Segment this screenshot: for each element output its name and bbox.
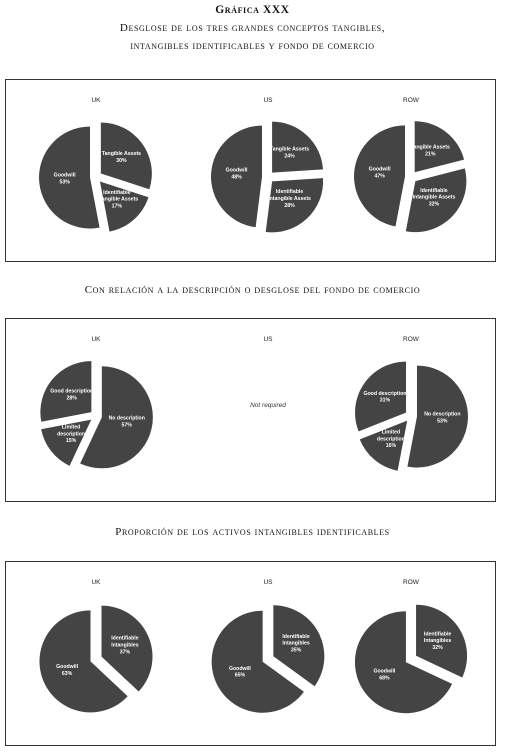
slice-label-row-no-description: No description 53% xyxy=(424,411,461,425)
region-label-uk: UK xyxy=(91,579,101,586)
chart-panel-2 xyxy=(5,318,496,502)
slice-label-uk-identifiable-intangible-assets: Identifiable Intangible Assets 17% xyxy=(95,189,139,210)
slice-label-us-goodwill: Goodwill 48% xyxy=(225,167,248,181)
pie-slice-row-limited-description xyxy=(360,421,407,471)
region-label-us: US xyxy=(263,579,273,586)
slice-label-row-limited-description: Limited description 16% xyxy=(376,429,405,450)
slice-label-us-tangible-assets: Tangible Assets 24% xyxy=(269,146,310,160)
slice-label-uk-no-description: No description 57% xyxy=(108,415,145,429)
chart-panel-1 xyxy=(5,79,496,262)
page-title: Gráfica XXX xyxy=(215,4,290,16)
region-label-row: ROW xyxy=(403,579,419,586)
region-label-row: ROW xyxy=(403,336,419,343)
pie-chart-group-3 xyxy=(6,562,497,747)
slice-label-us-goodwill: Goodwill 65% xyxy=(228,665,251,679)
slice-label-row-goodwill: Goodwill 68% xyxy=(373,668,396,682)
slice-label-row-tangible-assets: Tangible Assets 21% xyxy=(410,144,450,158)
slice-label-us-identifiable-intangibles: Identifiable Intangibles 35% xyxy=(282,633,310,654)
slice-label-uk-tangible-assets: Tangible Assets 30% xyxy=(101,151,142,164)
region-label-us: US xyxy=(263,97,273,104)
region-label-row: ROW xyxy=(403,97,419,104)
section-1-title-line-1: Desglose de los tres grandes conceptos tangibles, xyxy=(119,22,386,34)
slice-label-uk-identifiable-intangibles: Identifiable Intangibles 37% xyxy=(111,635,139,656)
section-2-title: Con relación a la descripción o desglose del fondo de comercio xyxy=(84,284,421,296)
slice-label-uk-goodwill: Goodwill 63% xyxy=(56,664,79,677)
section-1-title-line-2: intangibles identificables y fondo de comercio xyxy=(130,40,375,52)
pie-chart-group-2 xyxy=(6,319,497,503)
slice-label-uk-good-description: Good description 28% xyxy=(50,388,94,402)
region-label-us: US xyxy=(263,336,273,343)
not-required-note: Not required xyxy=(250,402,286,409)
slice-label-uk-goodwill: Goodwill 53% xyxy=(53,172,76,186)
slice-label-row-good-description: Good description 31% xyxy=(363,390,407,404)
section-3-title: Proporción de los activos intangibles identificables xyxy=(115,526,390,538)
slice-label-uk-limited-description: Limited description 15% xyxy=(57,424,86,445)
slice-label-row-identifiable-intangibles: Identifiable Intangibles 32% xyxy=(423,631,452,651)
region-label-uk: UK xyxy=(91,97,101,104)
pie-chart-group-1 xyxy=(6,80,497,263)
chart-panel-3 xyxy=(5,561,496,746)
slice-label-row-identifiable-intangible-assets: Identifiable Intangible Assets 32% xyxy=(412,187,456,208)
region-label-uk: UK xyxy=(91,336,101,343)
slice-label-us-identifiable-intangible-assets: Identifiable Intangible Assets 28% xyxy=(268,189,311,209)
slice-label-row-goodwill: Goodwill 47% xyxy=(368,166,391,180)
